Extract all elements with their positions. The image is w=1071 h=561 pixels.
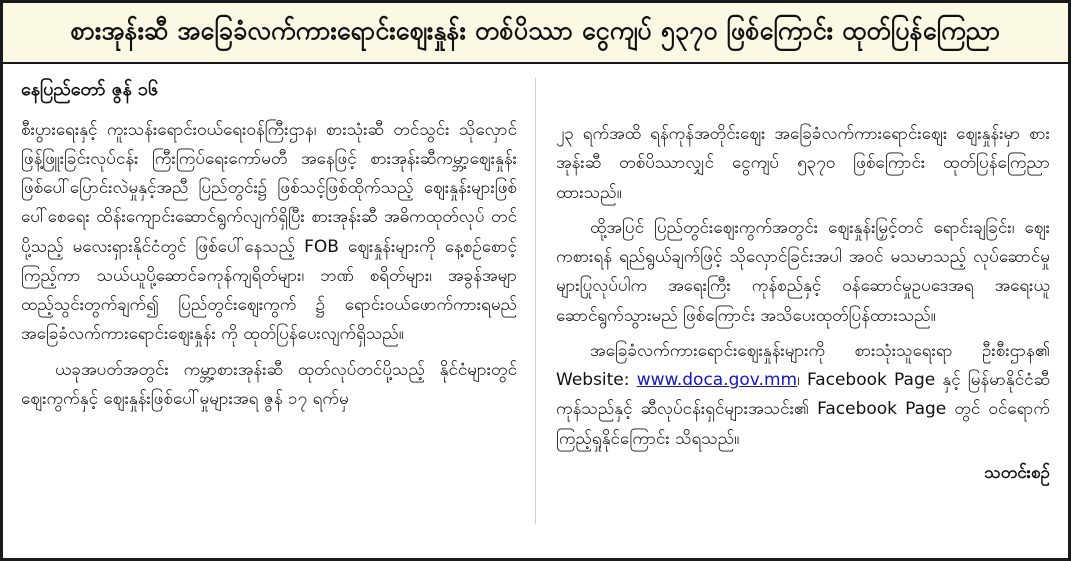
dateline: နေပြည်တော် ဇွန် ၁၆: [21, 79, 159, 101]
paragraph: ၂၃ ရက်အထိ ရန်ကုန်အတိုင်းဈေး အခြေခံလက်ကားရောင်းဈေး ဈေးနှုန်းမှာ စားအုန်းဆီ တစ်ပိဿာလျှင် ငွေကျပ် ၅၃၇၀ ဖြစ်ကြောင်း ထုတ်ပြန်ကြေညာထားသည်။: [556, 124, 1050, 203]
paragraph: စီးပွားရေးနှင့် ကူးသန်းရောင်းဝယ်ရေးဝန်ကြီးဌာန၊ စားသုံးဆီ တင်သွင်း သိုလှောင်ဖြန့်ဖြူးခြင်းလုပ်ငန်း ကြီးကြပ်ရေးကော်မတီ အနေဖြင့် စားအုန်းဆီကမ္ဘာ့ဈေးနှုန်း ဖြစ်ပေါ်ပြောင်းလဲမှုနှင့်အညီ ပြည်တွင်း၌ ဖြစ်သင့်ဖြစ်ထိုက်သည့် ဈေးနှုန်းများဖြစ်ပေါ်စေရေး ထိန်းကျောင်းဆောင်ရွက်လျက်ရှိပြီး စားအုန်းဆီ အဓိကထုတ်လုပ် တင်ပို့သည့် မလေးရှားနိုင်ငံတွင် ဖြစ်ပေါ်နေသည့် FOB ဈေးနှုန်းများကို နေ့စဉ်စောင့်ကြည့်ကာ သယ်ယူပို့ဆောင်ခကုန်ကျရိတ်များ၊ ဘဏ် စရိတ်များ၊ အခွန်အမျာ ထည့်သွင်းတွက်ချက်၍ ပြည်တွင်းဈေးကွက် ၌ ရောင်းဝယ်ဖောက်ကားရမည် အခြေခံလက်ကားရောင်းဈေးနှုန်း ကို ထုတ်ပြန်ပေးလျက်ရှိသည်။: [21, 119, 517, 345]
paragraph: ယခုအပတ်အတွင်း ကမ္ဘာ့စားအုန်းဆီ ထုတ်လုပ်တင်ပို့သည့် နိုင်ငံများတွင် ဈေးကွက်နှင့် ဈေးနှုန်းဖြစ်ပေါ်မှုများအရ ဇွန် ၁၇ ရက်မှ: [21, 359, 517, 409]
paragraph-with-link: အခြေခံလက်ကားရောင်းဈေးနှုန်းများကို စားသုံးသူရေးရာ ဦးစီးဌာန၏ Website: www.doca.gov.mm၊ Facebook Page နှင့် မြန်မာနိုင်ငံဆီကုန်သည်နှင့် ဆီလုပ်ငန်းရှင်များအသင်း၏ Facebook Page တွင် ဝင်ရောက်ကြည့်ရှုနိုင်ကြောင်း သိရသည်။: [556, 340, 1050, 449]
paragraph: ထို့အပြင် ပြည်တွင်းဈေးကွက်အတွင်း ဈေးနှုန်းမြှင့်တင် ရောင်းချခြင်း၊ ဈေးကစားရန် ရည်ရွယ်ချက်ဖြင့် သိုလှောင်ခြင်းအပါ အဝင် မသမာသည့် လုပ်ဆောင်မှုများပြုလုပ်ပါက အရေးကြီး ကုန်စည်နှင့် ဝန်ဆောင်မှုဥပဒေအရ အရေးယူဆောင်ရွက်သွားမည် ဖြစ်ကြောင်း အသိပေးထုတ်ပြန်ထားသည်။: [556, 217, 1050, 326]
headline-banner: [3, 3, 1068, 64]
signoff: သတင်းစဉ်: [984, 462, 1050, 483]
left-column: [21, 78, 535, 524]
right-column: [536, 78, 1050, 524]
article-body: [3, 64, 1068, 534]
doca-website-link[interactable]: www.doca.gov.mm: [636, 370, 798, 391]
page-title: စားအုန်းဆီ အခြေခံလက်ကားရောင်းဈေးနှုန်း တစ်ပိဿာ ငွေကျပ် ၅၃၇၀ ဖြစ်ကြောင်း ထုတ်ပြန်ကြေညာ: [70, 16, 1001, 45]
column-top-spacer: [556, 78, 1050, 120]
